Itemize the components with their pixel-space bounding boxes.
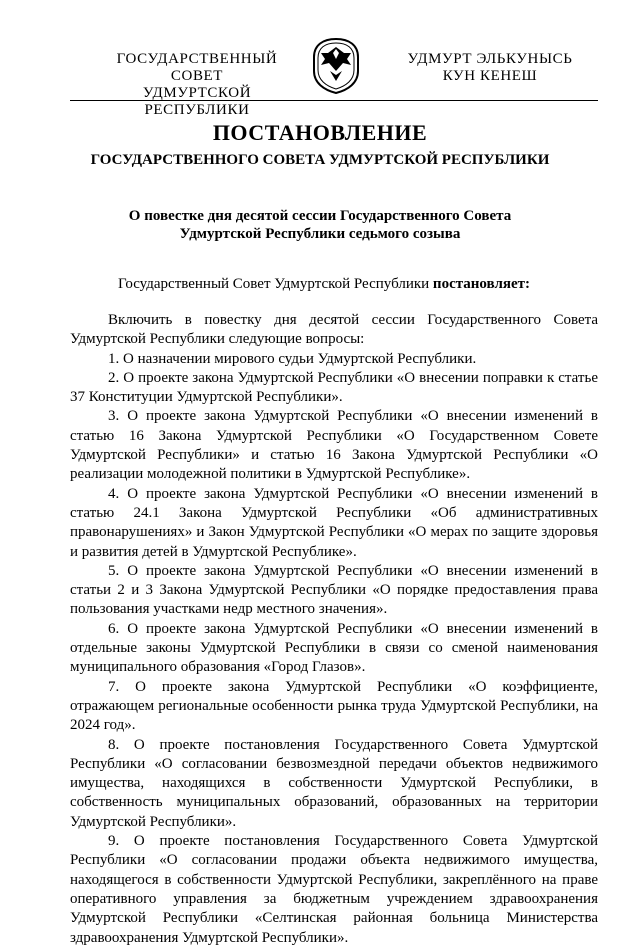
agenda-item: 2. О проекте закона Удмуртской Республики «О внесении поправки к статье 37 Конституции Удмуртской Республики». xyxy=(70,369,598,406)
agenda-item: 6. О проекте закона Удмуртской Республики «О внесении изменений в отдельные законы Удмуртской Республики в связи со сменой наименования муниципального образования «Город Глазов». xyxy=(70,620,598,676)
org-right-line2: КУН КЕНЕШ xyxy=(442,68,538,84)
header-divider xyxy=(70,100,598,101)
agenda-item: 7. О проекте закона Удмуртской Республики «О коэффициенте, отражающем региональные особенности рынка труда Удмуртской Республики, на 2024 год». xyxy=(70,678,598,734)
topic-line2: Удмуртской Республики седьмого созыва xyxy=(179,226,461,242)
org-left-line2: УДМУРТСКОЙ РЕСПУБЛИКИ xyxy=(142,85,252,118)
org-left-line1: ГОСУДАРСТВЕННЫЙ СОВЕТ xyxy=(116,51,278,84)
org-name-udmurt xyxy=(400,51,580,85)
document-topic xyxy=(0,207,640,243)
topic-line1: О повестке дня десятой сессии Государственного Совета xyxy=(128,208,512,224)
resolution-clause xyxy=(118,276,530,293)
udmurt-coat-of-arms-icon xyxy=(311,37,361,95)
agenda-body xyxy=(70,311,598,948)
agenda-item: 1. О назначении мирового судьи Удмуртской Республики. xyxy=(108,350,477,367)
document-subtitle: ГОСУДАРСТВЕННОГО СОВЕТА УДМУРТСКОЙ РЕСПУБЛИКИ xyxy=(90,152,550,168)
agenda-item: 3. О проекте закона Удмуртской Республики «О внесении изменений в статью 16 Закона Удмуртской Республики «О Государственном Совете Удмуртской Республики» и статью 16 Закона Удмуртской Республики «О реализации молодежной политики в Удмуртской Республике». xyxy=(70,408,598,483)
agenda-item: 5. О проекте закона Удмуртской Республики «О внесении изменений в статьи 2 и 3 Закона Удмуртской Республики «О порядке предоставления права пользования участками недр местного значения». xyxy=(70,562,598,618)
document-title: ПОСТАНОВЛЕНИЕ xyxy=(212,120,428,145)
org-right-line1: УДМУРТ ЭЛЬКУНЫСЬ xyxy=(407,51,573,67)
agenda-intro: Включить в повестку дня десятой сессии Государственного Совета Удмуртской Республики следующие вопросы: xyxy=(70,312,598,348)
agenda-item: 8. О проекте постановления Государственного Совета Удмуртской Республики «О согласовании безвозмездной передачи объектов недвижимого имущества, находящихся в собственности Удмуртской Республики, в собственность муниципальных образований, образованных на территории Удмуртской Республики». xyxy=(70,736,598,830)
resolution-verb: постановляет: xyxy=(432,276,530,292)
agenda-item: 4. О проекте закона Удмуртской Республики «О внесении изменений в статью 24.1 Закона Удмуртской Республики «Об административных правонарушениях» и Закон Удмуртской Республики «О мерах по защите здоровья и развития детей в Удмуртской Республике». xyxy=(70,485,598,560)
org-name-russian xyxy=(92,51,302,119)
resolution-text: Государственный Совет Удмуртской Республики xyxy=(118,276,433,292)
agenda-item: 9. О проекте постановления Государственного Совета Удмуртской Республики «О согласовании продажи объекта недвижимого имущества, находящегося в собственности Удмуртской Республики, закреплённого на праве оперативного управления за бюджетным учреждением здравоохранения Удмуртской Республики «Селтинская районная больница Министерства здравоохранения Удмуртской Республики». xyxy=(70,833,598,946)
